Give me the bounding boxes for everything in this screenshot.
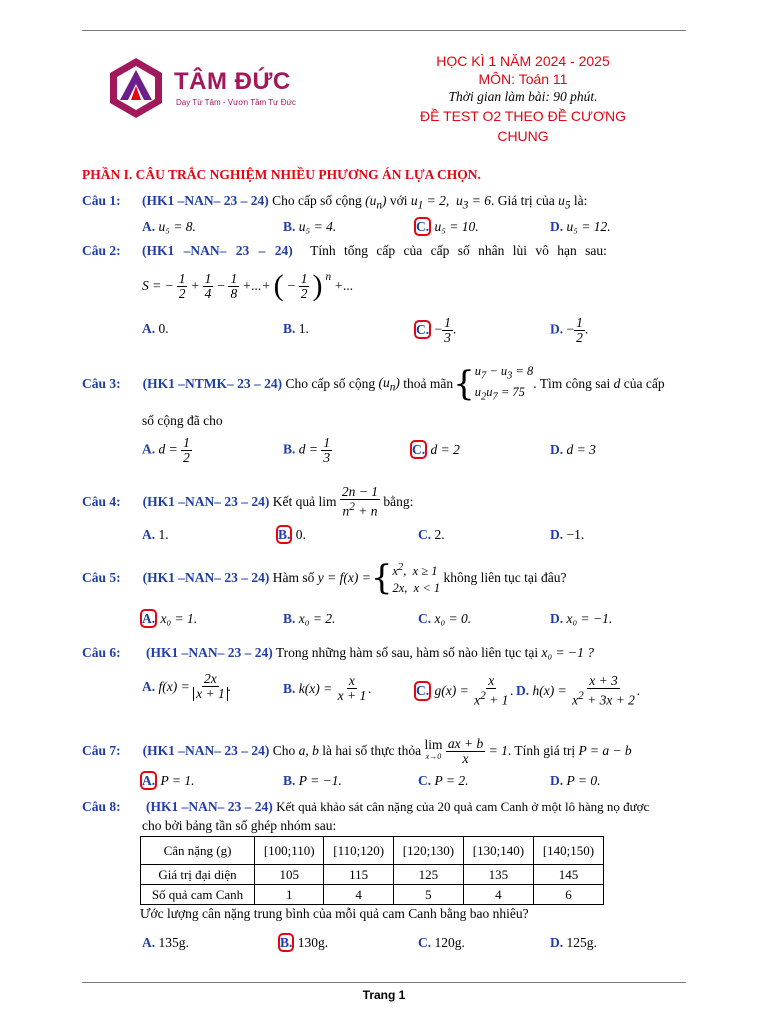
question-8-cont: cho bởi bảng tần số ghép nhóm sau:: [142, 818, 337, 833]
option-a[interactable]: A. 1.: [142, 527, 169, 542]
option-b[interactable]: B. 1.: [283, 321, 309, 336]
table-row-head: Giá trị đại diện: [141, 865, 255, 885]
option-d[interactable]: D. − $\frac{1}{2}$ .: [550, 315, 589, 345]
option-d[interactable]: D. 125g.: [550, 935, 597, 950]
question-label: Câu 3:: [82, 376, 121, 391]
exam-title: [392, 106, 654, 146]
subject: MÔN: Toán 11: [478, 71, 568, 87]
question-source: (HK1 –NAN– 23 – 24): [142, 193, 269, 208]
question-8: [82, 799, 692, 819]
logo: [108, 56, 308, 120]
question-6: [82, 645, 686, 665]
option-d[interactable]: D. d = 3: [550, 442, 596, 457]
option-b[interactable]: B. k(x) = $\frac{x}{x + 1}$ .: [283, 673, 372, 703]
exam-title-line2: CHUNG: [497, 128, 549, 144]
duration: Thời gian làm bài: 90 phút.: [448, 89, 598, 104]
option-a[interactable]: A. f(x) = $\frac{2x}{x + 1}$ .: [142, 671, 232, 701]
table-cell: [130;140): [463, 837, 533, 865]
table-row-head: Số quả cam Canh: [141, 885, 255, 905]
table-cell: 4: [324, 885, 393, 905]
table-cell: 1: [255, 885, 324, 905]
question-source: (HK1 –NAN– 23 – 24): [142, 494, 270, 509]
option-d[interactable]: D. −1.: [550, 527, 585, 542]
question-text-3: . Tìm công sai: [533, 376, 611, 391]
option-a[interactable]: A. d = $\frac{1}{2}$: [142, 435, 190, 465]
option-b[interactable]: B. x₀ = 2.: [283, 611, 336, 626]
table-row: [141, 865, 604, 885]
table-cell: 135: [463, 865, 533, 885]
question-text: Trong những hàm số sau, hàm số nào liên tục tại: [275, 645, 539, 660]
question-text-2: không liên tục tại đâu?: [443, 570, 567, 585]
option-b[interactable]: B. P = −1.: [283, 773, 342, 788]
question-text-2: bằng:: [383, 494, 414, 509]
question-5-options: [140, 611, 700, 631]
option-d[interactable]: D. h(x) = $\frac{x + 3}{x^2 + 3x + 2}$ .: [516, 673, 641, 708]
table-cell: 4: [463, 885, 533, 905]
question-text: Kết quả khảo sát cân nặng của 20 quả cam Canh ở một lô hàng nọ được: [276, 799, 650, 814]
question-label: Câu 5:: [82, 570, 121, 585]
question-source: (HK1 –NTMK– 23 – 24): [142, 376, 283, 391]
option-c[interactable]: C. 2.: [418, 527, 445, 542]
question-text-2: thoả mãn: [403, 376, 454, 391]
option-c[interactable]: C. P = 2.: [418, 773, 469, 788]
logo-name: TÂM ĐỨC: [174, 68, 291, 95]
question-text-2: là hai số thực thỏa: [322, 743, 422, 758]
question-label: Câu 4:: [82, 494, 121, 509]
question-1-options: [142, 219, 702, 239]
page-number: Trang 1: [362, 988, 406, 1002]
question-text-4: của cấp: [623, 376, 665, 391]
question-text-3: . Tính giá trị: [507, 743, 576, 758]
question-4-options: [142, 527, 702, 547]
question-5: Câu 5: (HK1 –NAN– 23 – 24) Hàm số y = f(x) = { $x^2$, x ≥ 1 2x, x < 1 không liên tục tại đâu?: [82, 558, 567, 598]
question-source: (HK1 –NAN– 23 – 24): [146, 645, 273, 660]
table-row: [141, 885, 604, 905]
table-cell: 105: [255, 865, 324, 885]
option-a-selected[interactable]: A. P = 1.: [142, 773, 195, 788]
option-c-selected[interactable]: C. u₅ = 10.: [416, 219, 479, 234]
table-cell: 145: [533, 865, 603, 885]
question-8-ask: Ước lượng cân nặng trung bình của mỗi quả cam Canh bằng bao nhiêu?: [140, 906, 529, 921]
question-label: Câu 7:: [82, 743, 121, 758]
table-cell: 5: [393, 885, 463, 905]
question-label: Câu 8:: [82, 799, 121, 814]
question-text-2: với: [389, 193, 408, 208]
question-label: Câu 1:: [82, 193, 121, 208]
hexagon-logo-icon: [108, 56, 164, 120]
option-c-selected[interactable]: C. g(x) = $\frac{x}{x^2 + 1}$ .: [416, 673, 514, 708]
option-d[interactable]: D. u₅ = 12.: [550, 219, 611, 234]
question-text: Hàm số: [272, 570, 315, 585]
option-b[interactable]: B. d = $\frac{1}{3}$: [283, 435, 331, 465]
option-a[interactable]: A. 0.: [142, 321, 169, 336]
question-1: Câu 1: (HK1 –NAN– 23 – 24) Cho cấp số cộng $(u_n)$ với $u_1 = 2$, $u_3 = 6$. Giá trị của $u_5$ là:: [82, 193, 588, 212]
question-text: Cho cấp số cộng: [272, 193, 362, 208]
option-c[interactable]: C. 120g.: [418, 935, 465, 950]
logo-tagline: Dạy Từ Tâm - Vươn Tầm Tư Đức: [176, 98, 296, 107]
table-row-head: Cân nặng (g): [141, 837, 255, 865]
question-7-options: [140, 773, 700, 793]
table-cell: 6: [533, 885, 603, 905]
table-cell: 125: [393, 865, 463, 885]
question-label: Câu 2:: [82, 243, 121, 258]
question-text: Cho cấp số cộng: [285, 376, 376, 391]
option-d[interactable]: D. P = 0.: [550, 773, 601, 788]
question-text-4: là:: [573, 193, 588, 208]
semester: HỌC KÌ 1 NĂM 2024 - 2025: [436, 53, 610, 69]
option-c-selected[interactable]: C. d = 2: [412, 442, 460, 457]
question-source: (HK1 –NAN– 23 – 24): [142, 570, 270, 585]
question-text-2: x₀ = −1 ?: [541, 645, 594, 660]
option-b[interactable]: B. u₅ = 4.: [283, 219, 337, 234]
top-rule: [82, 30, 686, 31]
question-3-options: [142, 436, 702, 470]
frequency-table: [140, 836, 604, 905]
table-cell: [140;150): [533, 837, 603, 865]
exam-title-line1: ĐỀ TEST O2 THEO ĐỀ CƯƠNG: [419, 108, 626, 124]
question-2-options: [142, 316, 702, 346]
question-3-cont: số cộng đã cho: [142, 413, 223, 428]
table-cell: 115: [324, 865, 393, 885]
question-2-formula: S = − $\frac{1}{2}$ + $\frac{1}{4}$ − $\frac{1}{8}$ +...+ ( − $\frac{1}{2}$ ) $^n$ +...: [142, 269, 354, 302]
question-text: Cho: [272, 743, 296, 758]
question-text: Kết quả: [272, 494, 316, 509]
table-cell: [100;110): [255, 837, 324, 865]
question-source: (HK1 –NAN– 23 – 24): [142, 243, 293, 258]
option-a[interactable]: A. u₅ = 8.: [142, 219, 196, 234]
option-c-selected[interactable]: C. − $\frac{1}{3}$ .: [416, 315, 457, 345]
question-source: (HK1 –NAN– 23 – 24): [146, 799, 273, 814]
option-b-selected[interactable]: B. 0.: [278, 527, 306, 542]
question-4: Câu 4: (HK1 –NAN– 23 – 24) Kết quả lim $\frac{2n - 1}{n^2 + n}$ bằng:: [82, 484, 414, 519]
section-title: PHẦN I. CÂU TRẮC NGHIỆM NHIỀU PHƯƠNG ÁN LỰA CHỌN.: [82, 167, 481, 182]
option-c[interactable]: C. x₀ = 0.: [418, 611, 472, 626]
table-cell: [110;120): [324, 837, 393, 865]
question-label: Câu 6:: [82, 645, 121, 660]
exam-header: [392, 52, 654, 146]
question-2: [82, 243, 686, 263]
question-text-3: . Giá trị của: [491, 193, 555, 208]
option-a[interactable]: A. 135g.: [142, 935, 189, 950]
question-text: Tính tổng cấp của cấp số nhân lùi vô hạn sau:: [310, 243, 607, 258]
option-b-selected[interactable]: B. 130g.: [280, 935, 329, 950]
question-6-options: [142, 672, 702, 714]
option-a-selected[interactable]: A. x₀ = 1.: [142, 611, 198, 626]
question-3: Câu 3: (HK1 –NTMK– 23 – 24) Cho cấp số cộng $(u_n)$ thoả mãn { $u_7 - u_3 = 8$ $u_2u_7 = 75$ . Tìm công sai d của cấp: [82, 363, 665, 404]
table-cell: [120;130): [393, 837, 463, 865]
question-source: (HK1 –NAN– 23 – 24): [142, 743, 270, 758]
bottom-rule: [82, 982, 686, 983]
option-d[interactable]: D. x₀ = −1.: [550, 611, 613, 626]
question-8-options: [142, 935, 702, 955]
table-row: [141, 837, 604, 865]
question-7: Câu 7: (HK1 –NAN– 23 – 24) Cho a, b là hai số thực thỏa lim x→0 $\frac{ax + b}{x}$ = 1 . Tính giá trị P = a − b: [82, 735, 632, 766]
